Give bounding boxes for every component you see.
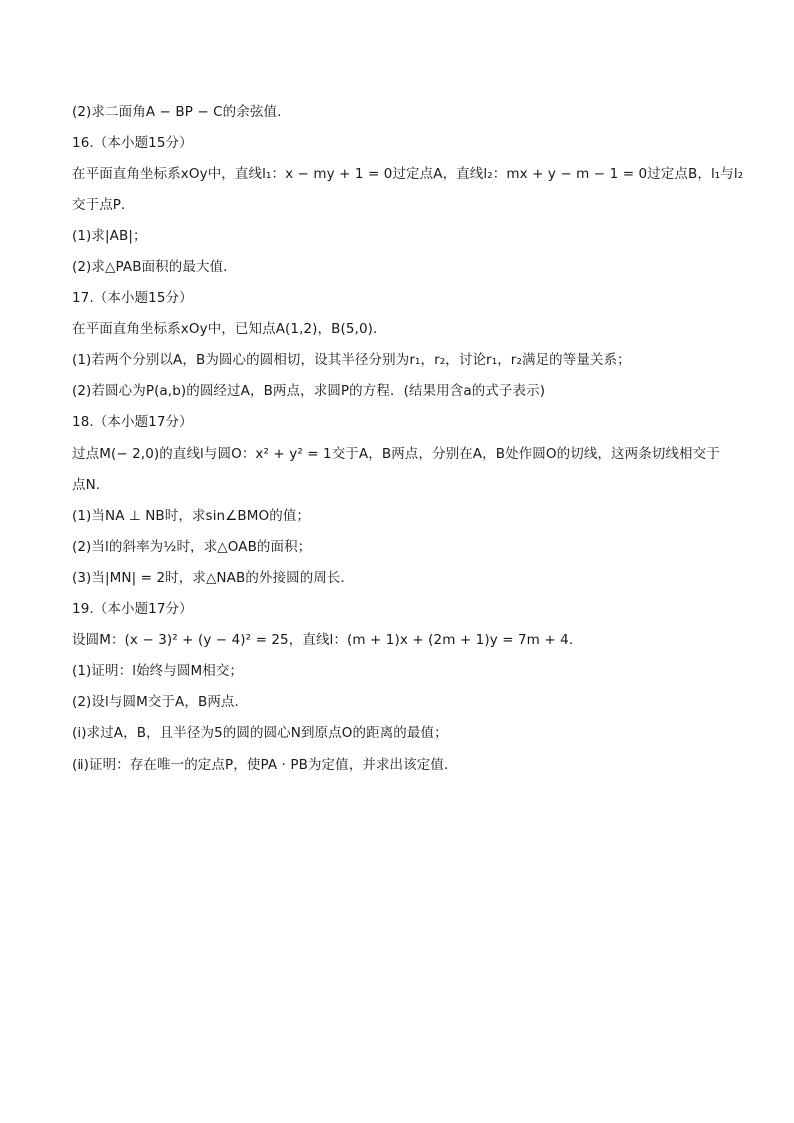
question-heading: 16.（本小题15分） <box>72 135 193 151</box>
text-line: (ⅰ)求过A，B，且半径为5的圆的圆心N到原点O的距离的最值； <box>72 725 448 741</box>
text-line: (1)当NA ⊥ NB时，求sin∠BMO的值； <box>72 508 311 524</box>
text-line: (2)当l的斜率为½时，求△OAB的面积； <box>72 539 312 555</box>
text-line: (1)证明：l始终与圆M相交； <box>72 663 244 679</box>
text-line: 在平面直角坐标系xOy中，直线l₁：x − my + 1 = 0过定点A，直线l₂：mx + y − m − 1 = 0过定点B，l₁与l₂ <box>72 166 744 182</box>
text-line: (2)求二面角A − BP − C的余弦值． <box>72 104 291 120</box>
text-line: (3)当|MN| = 2时，求△NAB的外接圆的周长． <box>72 570 355 586</box>
text-line: (1)若两个分别以A，B为圆心的圆相切，设其半径分别为r₁，r₂，讨论r₁，r₂满足的等量关系； <box>72 352 631 368</box>
text-line: (2)若圆心为P(a,b)的圆经过A，B两点，求圆P的方程．(结果用含a的式子表示) <box>72 383 546 399</box>
text-line: 交于点P． <box>72 197 135 213</box>
text-line: (2)设l与圆M交于A，B两点． <box>72 694 249 710</box>
text-line: 点N． <box>72 477 110 493</box>
text-line: 设圆M：(x − 3)² + (y − 4)² = 25，直线l：(m + 1)x + (2m + 1)y = 7m + 4． <box>72 632 583 648</box>
question-heading: 19.（本小题17分） <box>72 601 193 617</box>
question-heading: 17.（本小题15分） <box>72 290 193 306</box>
question-heading: 18.（本小题17分） <box>72 414 193 430</box>
text-line: (ⅱ)证明：存在唯一的定点P，使PA · PB为定值，并求出该定值． <box>72 757 458 773</box>
text-line: 过点M(− 2,0)的直线l与圆O：x² + y² = 1交于A，B两点，分别在A，B处作圆O的切线，这两条切线相交于 <box>72 446 720 462</box>
text-line: (1)求|AB|； <box>72 228 147 244</box>
text-line: (2)求△PAB面积的最大值． <box>72 259 237 275</box>
text-line: 在平面直角坐标系xOy中，已知点A(1,2)，B(5,0)． <box>72 321 387 337</box>
